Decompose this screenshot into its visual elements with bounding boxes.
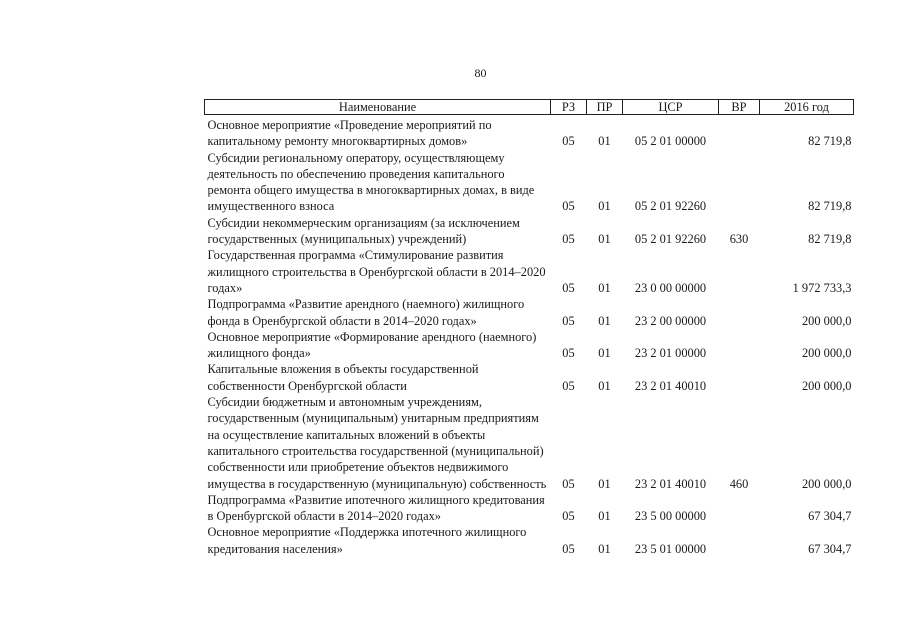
table-row	[205, 150, 854, 215]
row-amount: 67 304,7	[808, 541, 852, 556]
row-vr	[719, 115, 760, 150]
row-name: Государственная программа «Стимулирование развития жилищного строительства в Оренбургской области в 2014–2020 годах»	[207, 248, 546, 295]
row-vr	[719, 361, 760, 394]
row-rz: 05	[562, 378, 575, 393]
row-pr: 01	[598, 280, 611, 295]
row-vr	[719, 492, 760, 525]
row-vr: 460	[729, 476, 749, 491]
row-rz: 05	[562, 232, 575, 247]
row-amount: 1 972 733,3	[792, 280, 852, 295]
row-amount: 67 304,7	[808, 509, 852, 524]
row-rz: 05	[562, 199, 575, 214]
row-csr: 23 2 01 40010	[634, 378, 707, 393]
table-row	[205, 361, 854, 394]
header-year: 2016 год	[760, 100, 854, 115]
budget-table	[204, 99, 854, 557]
row-pr: 01	[598, 199, 611, 214]
row-csr: 05 2 01 92260	[634, 199, 707, 214]
row-csr: 23 0 00 00000	[634, 280, 707, 295]
row-csr: 23 5 01 00000	[634, 541, 707, 556]
row-pr: 01	[598, 541, 611, 556]
page-number: 80	[474, 66, 487, 80]
header-csr: ЦСР	[623, 100, 719, 115]
row-name: Подпрограмма «Развитие арендного (наемного) жилищного фонда в Оренбургской области в 2014–2020 годах»	[207, 297, 525, 328]
header-vr: ВР	[719, 100, 760, 115]
row-name: Основное мероприятие «Формирование арендного (наемного) жилищного фонда»	[207, 329, 537, 361]
row-name: Основное мероприятие «Проведение мероприятий по капитальному ремонту многоквартирных домов»	[207, 118, 492, 149]
table-header-row	[205, 100, 854, 115]
row-amount: 200 000,0	[801, 378, 852, 393]
header-pr: ПР	[587, 100, 623, 115]
row-vr	[719, 247, 760, 296]
row-pr: 01	[598, 232, 611, 247]
row-csr: 23 5 00 00000	[634, 509, 707, 524]
table-row	[205, 394, 854, 492]
row-pr: 01	[598, 378, 611, 393]
table-row	[205, 524, 854, 557]
row-csr: 05 2 01 92260	[634, 232, 707, 247]
row-rz: 05	[562, 541, 575, 556]
table-row	[205, 296, 854, 329]
row-amount: 82 719,8	[808, 199, 852, 214]
table-row	[205, 329, 854, 362]
row-amount: 82 719,8	[808, 134, 852, 149]
row-csr: 23 2 00 00000	[634, 313, 707, 328]
row-rz: 05	[562, 313, 575, 328]
table-row	[205, 115, 854, 150]
row-name: Основное мероприятие «Поддержка ипотечного жилищного кредитования населения»	[207, 525, 527, 556]
row-name: Подпрограмма «Развитие ипотечного жилищного кредитования в Оренбургской области в 2014–2020 годах»	[207, 492, 545, 524]
row-rz: 05	[562, 280, 575, 295]
header-name: Наименование	[205, 100, 551, 115]
row-name: Субсидии некоммерческим организациям (за исключением государственных (муниципальных) учреждений)	[207, 215, 520, 247]
row-vr	[719, 524, 760, 557]
row-vr	[719, 296, 760, 329]
row-rz: 05	[562, 509, 575, 524]
row-rz: 05	[562, 346, 575, 361]
row-csr: 23 2 01 40010	[634, 476, 707, 491]
table-row	[205, 492, 854, 525]
row-pr: 01	[598, 476, 611, 491]
row-vr: 630	[729, 232, 749, 247]
row-pr: 01	[598, 509, 611, 524]
row-csr: 05 2 01 00000	[634, 134, 707, 149]
row-name: Субсидии региональному оператору, осуществляющему деятельность по обеспечению проведения капитального ремонта общего имущества в многоквартирных домах, в виде имущественного взноса	[207, 150, 535, 214]
header-rz: РЗ	[551, 100, 587, 115]
row-rz: 05	[562, 134, 575, 149]
row-amount: 200 000,0	[801, 313, 852, 328]
row-pr: 01	[598, 134, 611, 149]
row-vr	[719, 329, 760, 362]
row-name: Субсидии бюджетным и автономным учреждениям, государственным (муниципальным) унитарным предприятиям на осуществление капитальных вложений в объекты капитального строительства государственной (муниципальной) собственности или приобретение объектов недвижимого имущества в государственную (муниципальную) собственность	[207, 395, 547, 491]
row-pr: 01	[598, 313, 611, 328]
table-row	[205, 247, 854, 296]
row-amount: 200 000,0	[801, 476, 852, 491]
row-amount: 82 719,8	[808, 232, 852, 247]
row-pr: 01	[598, 346, 611, 361]
row-csr: 23 2 01 00000	[634, 346, 707, 361]
table-row	[205, 215, 854, 248]
row-amount: 200 000,0	[801, 346, 852, 361]
row-rz: 05	[562, 476, 575, 491]
row-vr	[719, 150, 760, 215]
row-name: Капитальные вложения в объекты государственной собственности Оренбургской области	[207, 362, 479, 393]
